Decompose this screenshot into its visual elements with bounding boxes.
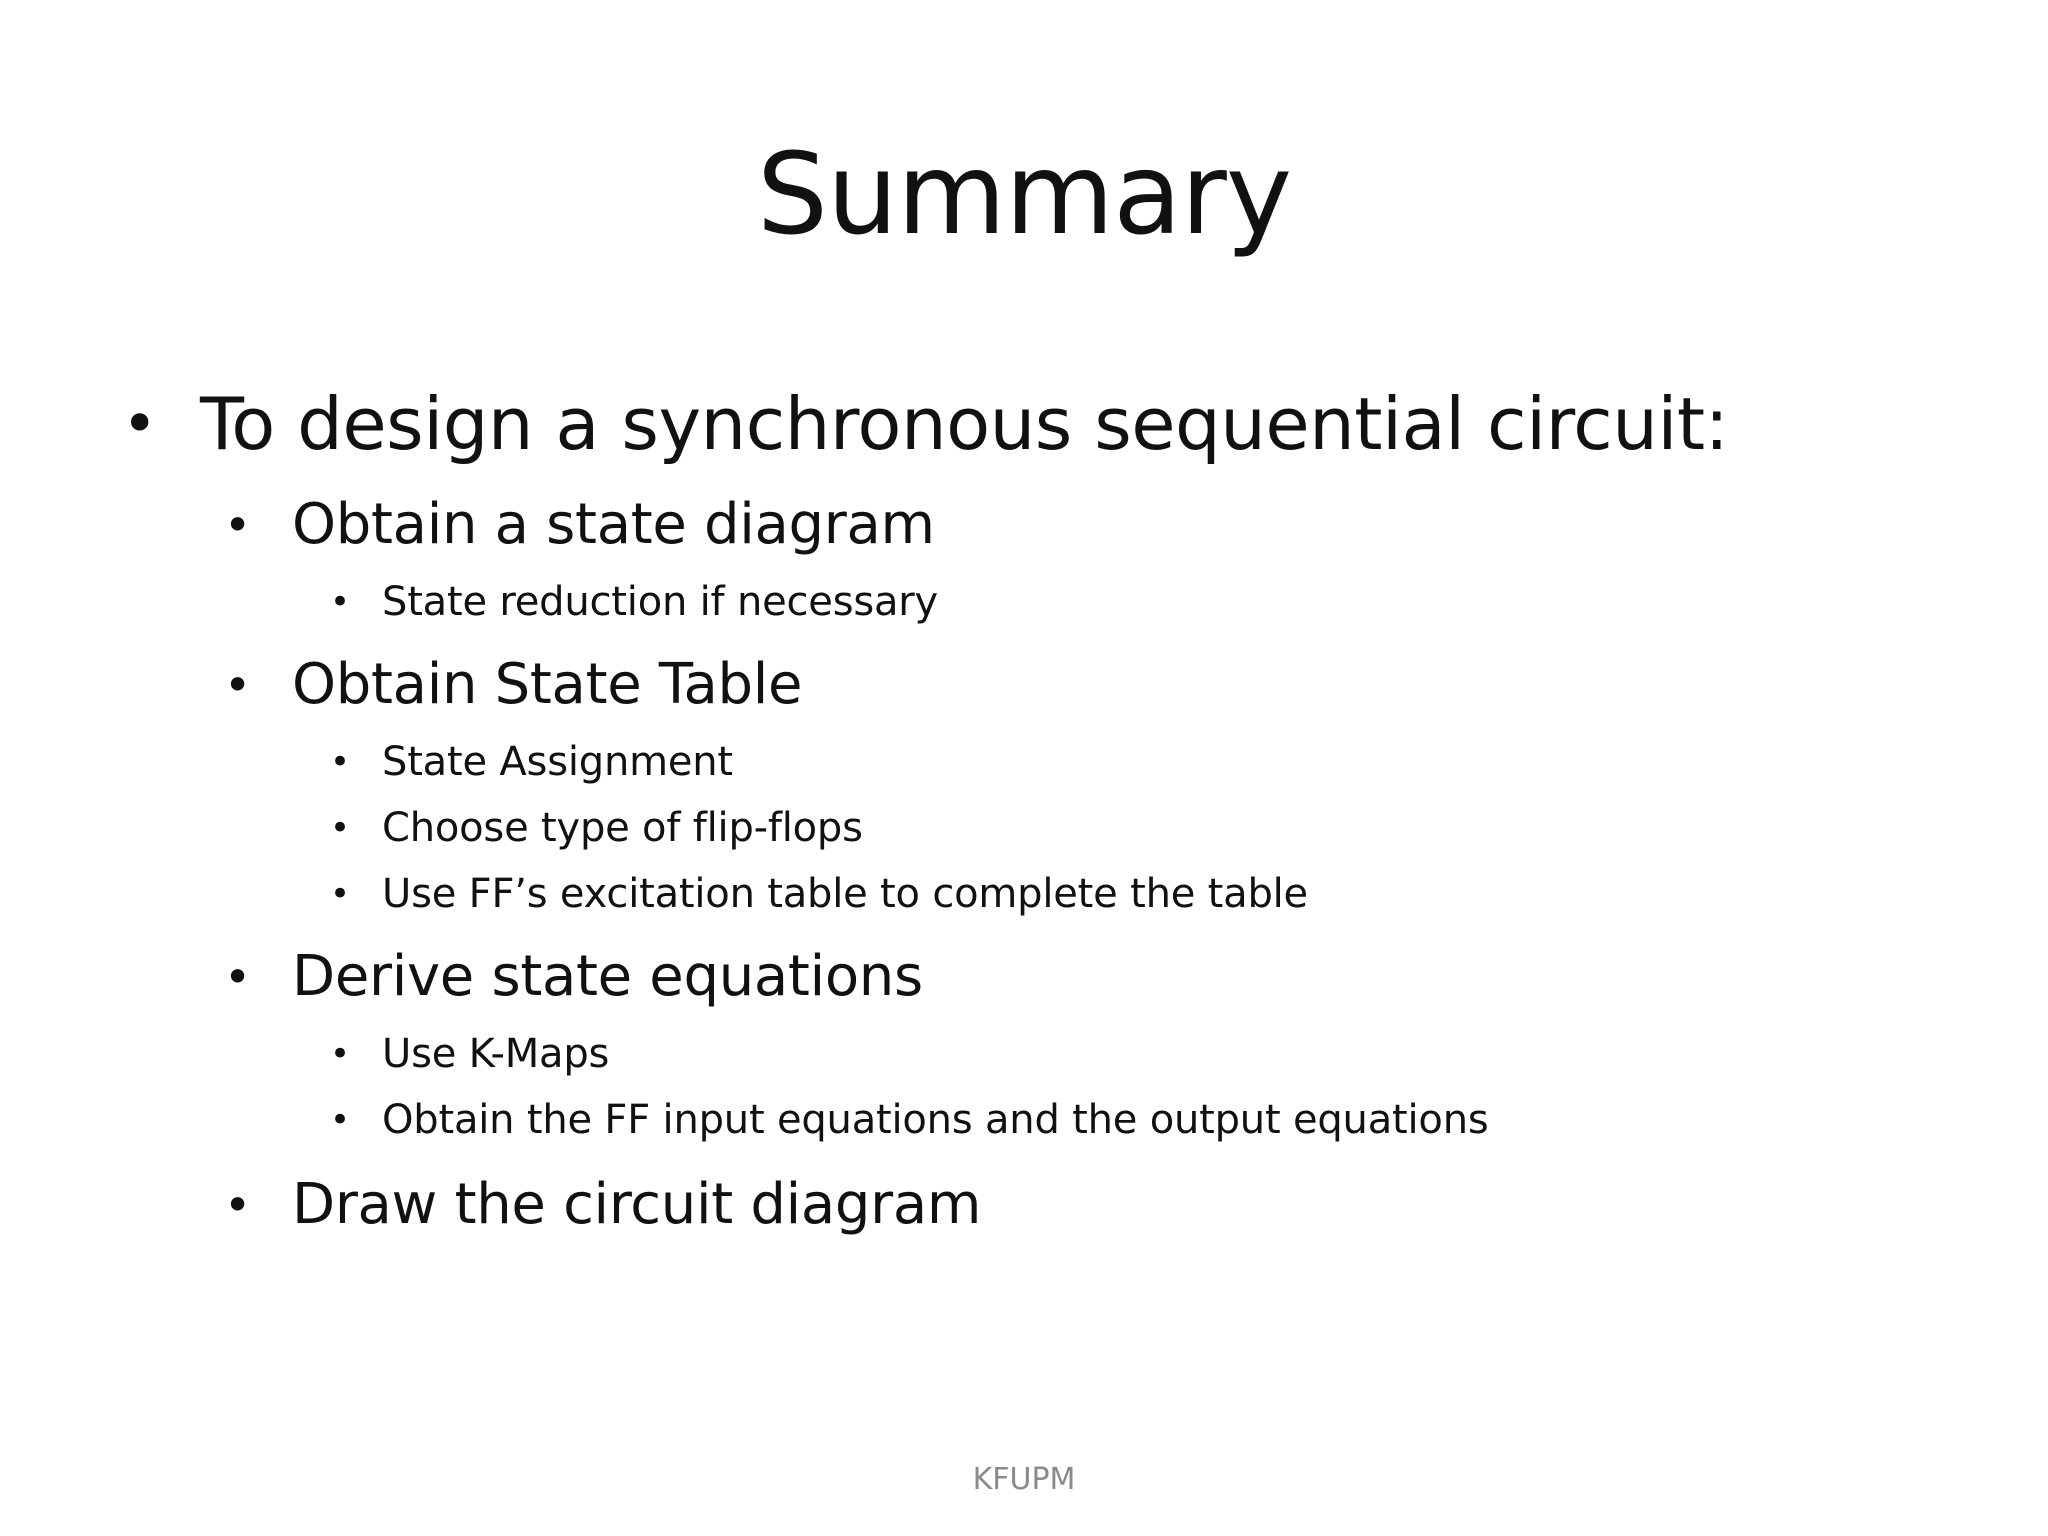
slide-title: Summary (756, 130, 1292, 260)
slide-footer: KFUPM (972, 1462, 1076, 1497)
bullet-marker: • (330, 1100, 351, 1140)
list-item-level-3: Use FF’s excitation table to complete the table (382, 871, 1308, 917)
bullet-marker: • (224, 498, 252, 552)
bullet-marker: • (122, 389, 158, 459)
list-item-level-2: Obtain a state diagram (292, 492, 935, 557)
bullet-marker: • (330, 874, 351, 914)
bullet-marker: • (330, 742, 351, 782)
list-item-level-3: Obtain the FF input equations and the output equations (382, 1097, 1489, 1143)
list-item-level-2: Draw the circuit diagram (292, 1172, 982, 1237)
list-item-level-3: Choose type of flip-flops (382, 805, 863, 851)
list-item-level-3: State Assignment (382, 739, 733, 785)
list-item-level-1: To design a synchronous sequential circuit: (200, 382, 1729, 466)
bullet-marker: • (330, 582, 351, 622)
list-item-level-2: Derive state equations (292, 944, 923, 1009)
bullet-marker: • (224, 1178, 252, 1232)
bullet-marker: • (330, 1034, 351, 1074)
list-item-level-2: Obtain State Table (292, 652, 803, 717)
bullet-marker: • (330, 808, 351, 848)
list-item-level-3: State reduction if necessary (382, 579, 939, 625)
bullet-marker: • (224, 950, 252, 1004)
list-item-level-3: Use K-Maps (382, 1031, 610, 1077)
bullet-marker: • (224, 658, 252, 712)
